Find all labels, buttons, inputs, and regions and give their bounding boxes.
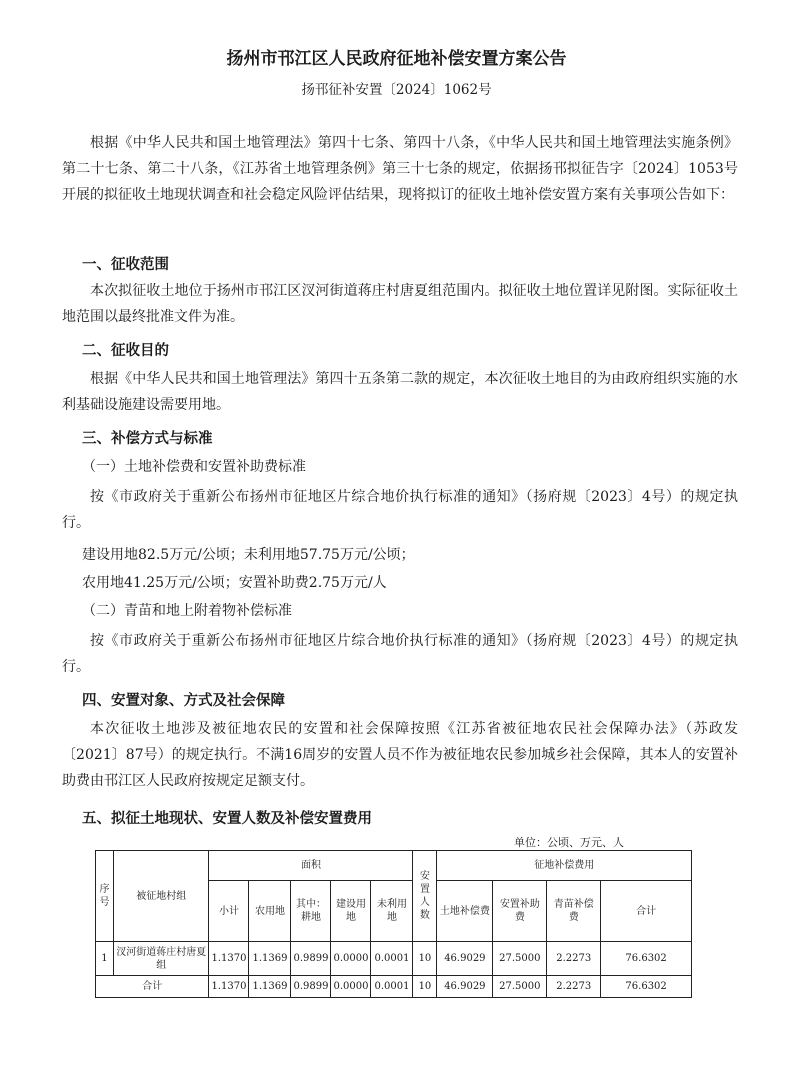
row-total: 76.6302: [601, 942, 692, 976]
header-arable: 其中：耕地: [291, 881, 331, 942]
section-3-sub2-body: 按《市政府关于重新公布扬州市征地区片综合地价执行标准的通知》（扬府规〔2023〕4号）的规定执行。: [62, 633, 738, 675]
header-village-group: 被征地村组: [113, 851, 209, 942]
table-sum-row: [96, 976, 692, 998]
header-seq: 序号: [96, 851, 114, 942]
header-subtotal: 小计: [209, 881, 249, 942]
table-unit-note: 单位：公顷、万元、人: [514, 836, 624, 849]
row-construction-land: 0.0000: [331, 942, 371, 976]
section-5-heading: 五、拟征土地现状、安置人数及补偿安置费用: [82, 811, 372, 827]
sum-construction-land: 0.0000: [331, 976, 371, 998]
row-people: 10: [413, 942, 437, 976]
row-land-compensation: 46.9029: [437, 942, 493, 976]
document-number: 扬邗征补安置〔2024〕1062号: [301, 82, 492, 98]
sum-subtotal: 1.1370: [209, 976, 249, 998]
compensation-table: [95, 850, 692, 998]
sum-land-compensation: 46.9029: [437, 976, 493, 998]
row-arable: 0.9899: [291, 942, 331, 976]
header-area: 面积: [209, 851, 413, 881]
header-unused-land: 未利用地: [371, 881, 413, 942]
table-row: [96, 942, 692, 976]
sum-total: 76.6302: [601, 976, 692, 998]
header-construction-land: 建设用地: [331, 881, 371, 942]
row-village-group: 汊河街道蒋庄村唐夏组: [113, 942, 209, 976]
section-3-sub1-body: 按《市政府关于重新公布扬州市征地区片综合地价执行标准的通知》（扬府规〔2023〕4号）的规定执行。: [62, 489, 738, 531]
sum-label: 合计: [96, 976, 209, 998]
header-crops-compensation: 青苗补偿费: [547, 881, 601, 942]
intro-paragraph: 根据《中华人民共和国土地管理法》第四十七条、第四十八条，《中华人民共和国土地管理法实施条例》第二十七条、第二十八条，《江苏省土地管理条例》第三十七条的规定，依据扬邗拟征告字〔2024〕1053号开展的拟征收土地现状调查和社会稳定风险评估结果，现将拟订的征收土地补偿安置方案有关事项公告如下：: [62, 135, 738, 203]
section-3-sub1-heading: （一）土地补偿费和安置补助费标准: [82, 459, 306, 475]
rate-line-1: 建设用地82.5万元/公顷；未利用地57.75万元/公顷；: [82, 547, 415, 563]
section-4-heading: 四、安置对象、方式及社会保障: [82, 693, 285, 709]
header-people: 安置人数: [413, 851, 437, 942]
section-2-body: 根据《中华人民共和国土地管理法》第四十五条第二款的规定，本次征收土地目的为由政府组织实施的水利基础设施建设需要用地。: [62, 371, 738, 413]
section-4-body: 本次征收土地涉及被征地农民的安置和社会保障按照《江苏省被征地农民社会保障办法》（苏政发〔2021〕87号）的规定执行。不满16周岁的安置人员不作为被征地农民参加城乡社会保障，其本人的安置补助费由邗江区人民政府按规定足额支付。: [62, 721, 738, 789]
section-1-heading: 一、征收范围: [82, 257, 169, 273]
row-crops-compensation: 2.2273: [547, 942, 601, 976]
row-subtotal: 1.1370: [209, 942, 249, 976]
header-total: 合计: [601, 881, 692, 942]
section-1-body: 本次拟征收土地位于扬州市邗江区汊河街道蒋庄村唐夏组范围内。拟征收土地位置详见附图。实际征收土地范围以最终批准文件为准。: [62, 283, 738, 325]
sum-resettlement-subsidy: 27.5000: [493, 976, 547, 998]
row-resettlement-subsidy: 27.5000: [493, 942, 547, 976]
row-farmland: 1.1369: [249, 942, 291, 976]
sum-people: 10: [413, 976, 437, 998]
sum-unused-land: 0.0001: [371, 976, 413, 998]
header-compensation: 征地补偿费用: [437, 851, 692, 881]
section-3-sub2-heading: （二）青苗和地上附着物补偿标准: [82, 603, 292, 619]
header-resettlement-subsidy: 安置补助费: [493, 881, 547, 942]
section-2-heading: 二、征收目的: [82, 343, 169, 359]
sum-farmland: 1.1369: [249, 976, 291, 998]
document-title: 扬州市邗江区人民政府征地补偿安置方案公告: [226, 49, 567, 69]
row-seq: 1: [96, 942, 114, 976]
section-3-heading: 三、补偿方式与标准: [82, 431, 213, 447]
sum-arable: 0.9899: [291, 976, 331, 998]
row-unused-land: 0.0001: [371, 942, 413, 976]
sum-crops-compensation: 2.2273: [547, 976, 601, 998]
header-land-compensation: 土地补偿费: [437, 881, 493, 942]
rate-line-2: 农用地41.25万元/公顷；安置补助费2.75万元/人: [82, 575, 387, 591]
header-farmland: 农用地: [249, 881, 291, 942]
